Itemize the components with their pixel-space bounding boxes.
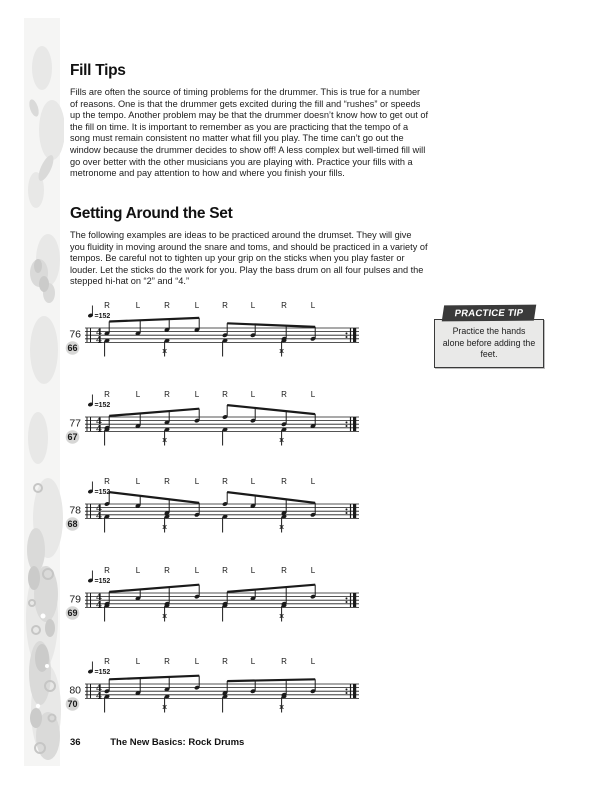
exercise-number: 78 bbox=[69, 504, 81, 517]
tempo-marking: =152 bbox=[94, 489, 111, 496]
sticking-letter: L bbox=[310, 657, 316, 666]
time-signature-bottom: 4 bbox=[95, 692, 103, 702]
practice-tip-header: PRACTICE TIP bbox=[442, 305, 537, 322]
time-signature-top: 4 bbox=[95, 417, 103, 428]
section-getting-around bbox=[70, 205, 428, 288]
sticking-letter: R bbox=[281, 390, 287, 399]
heading-fill-tips: Fill Tips bbox=[70, 62, 126, 79]
sticking-letter: L bbox=[135, 566, 141, 575]
sticking-letter: L bbox=[250, 301, 256, 310]
sticking-letter: R bbox=[164, 301, 170, 310]
sticking-letter: R bbox=[222, 390, 228, 399]
time-signature-bottom: 4 bbox=[95, 601, 103, 611]
sticking-letter: L bbox=[194, 657, 200, 666]
sticking-letter: L bbox=[135, 390, 141, 399]
notation-staff-80 bbox=[58, 654, 370, 734]
sticking-letter: R bbox=[104, 477, 110, 486]
sticking-letter: R bbox=[164, 477, 170, 486]
body-getting-around: The following examples are ideas to be practiced around the drumset. They will give you fluidity in moving around the snare and toms, and should be practiced in a variety of tempos. Be careful not to tighten up your grip on the sticks when you play faster or louder. Let the sticks do the work for you. Play the bass drum on all four pulses and the stepped hi-hat on “2” and “4.” bbox=[70, 230, 428, 287]
sticking-letter: L bbox=[310, 566, 316, 575]
body-fill-tips: Fills are often the source of timing problems for the drummer. This is true for a number of reasons. One is that the drummer gets excited during the fill and “rushes” or speeds up the tempo. Another problem may be that the drummer doesn’t know how to get out of the fill on time. It is important to remember as you are practicing that the tempo of a song must remain consistent no matter what fill you play. The time can’t go out the window because the drummer decides to show off! A less complex but well-timed fill will go over better with the other musicians you are playing with. Practice your fills with a metronome and pay attention to how and where you finish your fills. bbox=[70, 87, 429, 179]
tempo-marking: =152 bbox=[94, 402, 111, 409]
sticking-letter: R bbox=[281, 566, 287, 575]
sticking-letter: L bbox=[250, 390, 256, 399]
track-number: 70 bbox=[67, 699, 78, 710]
track-number: 68 bbox=[67, 519, 78, 530]
notation-staff-76 bbox=[58, 298, 370, 378]
sticking-letter: R bbox=[164, 390, 170, 399]
heading-getting-around: Getting Around the Set bbox=[70, 205, 233, 222]
sticking-letter: L bbox=[310, 477, 316, 486]
exercise-number: 79 bbox=[69, 593, 81, 606]
sticking-letter: R bbox=[164, 657, 170, 666]
sticking-letter: R bbox=[104, 657, 110, 666]
sticking-letter: R bbox=[281, 657, 287, 666]
time-signature-top: 4 bbox=[95, 593, 103, 604]
track-number: 66 bbox=[67, 343, 78, 354]
time-signature-bottom: 4 bbox=[95, 336, 103, 346]
sticking-letter: L bbox=[250, 657, 256, 666]
notation-staff-79 bbox=[58, 563, 370, 643]
track-number: 69 bbox=[67, 608, 78, 619]
sticking-letter: R bbox=[104, 390, 110, 399]
sticking-letter: L bbox=[135, 301, 141, 310]
tempo-marking: =152 bbox=[94, 313, 111, 320]
sticking-letter: L bbox=[194, 301, 200, 310]
sticking-letter: L bbox=[194, 566, 200, 575]
sticking-letter: R bbox=[222, 301, 228, 310]
sticking-letter: R bbox=[104, 566, 110, 575]
time-signature-top: 4 bbox=[95, 684, 103, 695]
exercise-number: 77 bbox=[69, 417, 81, 430]
page-footer bbox=[70, 737, 244, 748]
time-signature-bottom: 4 bbox=[95, 512, 103, 522]
sticking-letter: L bbox=[135, 657, 141, 666]
sticking-letter: L bbox=[194, 390, 200, 399]
notation-staff-77 bbox=[58, 387, 370, 467]
sticking-letter: L bbox=[250, 477, 256, 486]
sticking-letter: L bbox=[310, 390, 316, 399]
track-number: 67 bbox=[67, 432, 78, 443]
time-signature-top: 4 bbox=[95, 328, 103, 339]
book-title: The New Basics: Rock Drums bbox=[110, 737, 245, 748]
sticking-letter: L bbox=[310, 301, 316, 310]
tempo-marking: =152 bbox=[94, 669, 111, 676]
notation-staff-78 bbox=[58, 474, 370, 554]
sticking-letter: R bbox=[222, 477, 228, 486]
sticking-letter: L bbox=[135, 477, 141, 486]
sticking-letter: L bbox=[194, 477, 200, 486]
sticking-letter: L bbox=[250, 566, 256, 575]
exercise-number: 76 bbox=[69, 328, 81, 341]
tempo-marking: =152 bbox=[94, 578, 111, 585]
time-signature-bottom: 4 bbox=[95, 425, 103, 435]
page-number: 36 bbox=[70, 737, 81, 748]
sticking-letter: R bbox=[104, 301, 110, 310]
practice-tip-text: Practice the hands alone before adding the feet. bbox=[434, 319, 544, 368]
section-fill-tips bbox=[70, 62, 428, 180]
time-signature-top: 4 bbox=[95, 504, 103, 515]
sticking-letter: R bbox=[222, 657, 228, 666]
sticking-letter: R bbox=[222, 566, 228, 575]
sticking-letter: R bbox=[164, 566, 170, 575]
exercise-number: 80 bbox=[69, 684, 81, 697]
sticking-letter: R bbox=[281, 477, 287, 486]
practice-tip-callout bbox=[434, 305, 544, 368]
sticking-letter: R bbox=[281, 301, 287, 310]
